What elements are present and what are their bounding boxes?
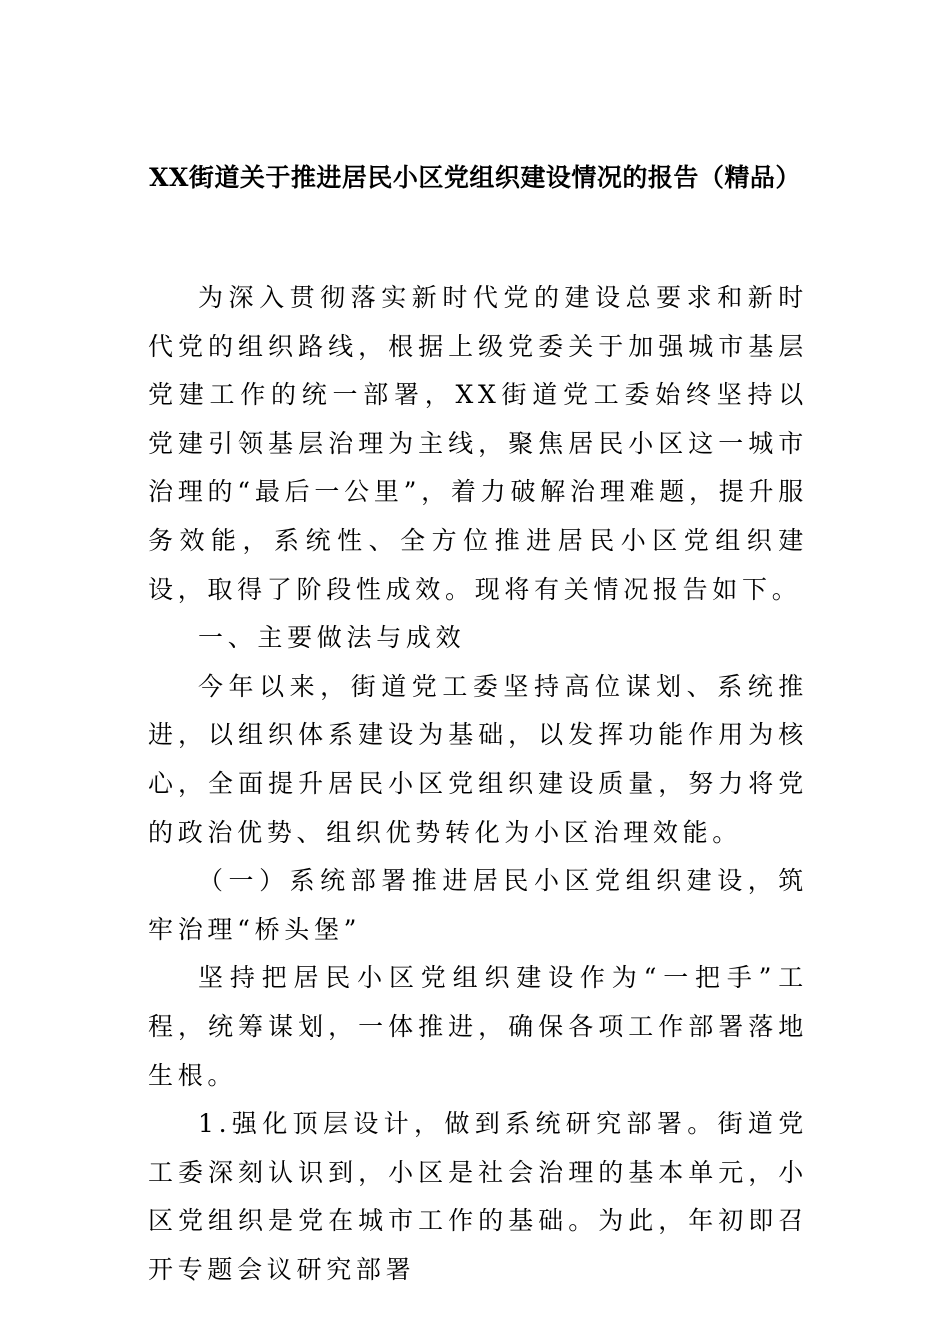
intro-paragraph: 为深入贯彻落实新时代党的建设总要求和新时代党的组织路线，根据上级党委关于加强城市基层党建工作的统一部署，XX街道党工委始终坚持以党建引领基层治理为主线，聚焦居民小区这一城市治理的“最后一公里”，着力破解治理难题，提升服务效能，系统性、全方位推进居民小区党组织建设，取得了阶段性成效。现将有关情况报告如下。 xyxy=(148,283,808,604)
subsection-1-paragraph: 坚持把居民小区党组织建设作为“一把手”工程，统筹谋划，一体推进，确保各项工作部署落地生根。 xyxy=(148,963,808,1090)
document-title: XX街道关于推进居民小区党组织建设情况的报告（精品） xyxy=(149,163,801,192)
item-1-paragraph: 1.强化顶层设计，做到系统研究部署。街道党工委深刻认识到，小区是社会治理的基本单元，小区党组织是党在城市工作的基础。为此，年初即召开专题会议研究部署 xyxy=(148,1109,808,1284)
document-body xyxy=(148,274,808,1294)
section-heading-1: 一、主要做法与成效 xyxy=(198,623,466,653)
subsection-heading-1: （一）系统部署推进居民小区党组织建设，筑牢治理“桥头堡” xyxy=(148,866,808,944)
section-1-paragraph: 今年以来，街道党工委坚持高位谋划、系统推进，以组织体系建设为基础，以发挥功能作用为核心，全面提升居民小区党组织建设质量，努力将党的政治优势、组织优势转化为小区治理效能。 xyxy=(148,671,808,847)
